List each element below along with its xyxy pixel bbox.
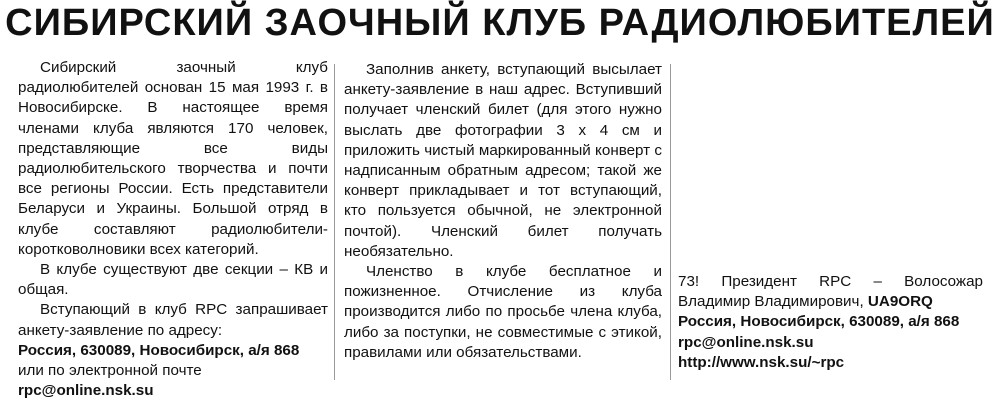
paragraph-application: Заполнив анкету, вступающий высылает анкету-заявление в наш адрес. Вступивший получает членский билет (для этого нужно выслать две фотографии 3 х 4 см и приложить чистый маркированный конверт с надписанным обратным адресом; такой же конверт прикладывает и тот вступающий, кто пользуется обычной, не электронной почтой). Членский билет получать необязательно. — [344, 61, 662, 260]
callsign: UA9ORQ — [867, 293, 933, 311]
signoff-text: 73! Президент RPC – Волосожар Владимир Владимирович, — [678, 273, 983, 311]
president-signoff — [678, 272, 983, 312]
paragraph-founding: Сибирский заочный клуб радиолюбителей основан 15 мая 1993 г. в Новосибирске. В настоящее время членами клуба являются 170 человек, представляющие все виды радиолюбительского творчества и почти все регионы России. Есть представители Беларуси и Украины. Большой отряд в клубе составляют радиолюбители-коротковолновики всех категорий. — [18, 59, 328, 258]
paragraph-joining: Вступающий в клуб RPC запрашивает анкету-заявление по адресу: — [18, 301, 328, 339]
article-title: СИБИРСКИЙ ЗАОЧНЫЙ КЛУБ РАДИОЛЮБИТЕЛЕЙ — [5, 2, 995, 44]
postal-address: Россия, Новосибирск, 630089, а/я 868 — [678, 313, 960, 331]
paragraph-sections: В клубе существуют две секции – КВ и общая. — [18, 261, 328, 299]
website-url: http://www.nsk.su/~rpc — [678, 353, 845, 371]
column-divider — [670, 64, 671, 380]
postal-address: Россия, 630089, Новосибирск, а/я 868 — [18, 341, 300, 359]
column-3 — [678, 272, 983, 373]
email-lead-text: или по электронной почте — [18, 362, 202, 380]
column-2 — [344, 60, 662, 363]
column-divider — [334, 64, 335, 380]
email-address: rpc@online.nsk.su — [678, 333, 814, 351]
email-address: rpc@online.nsk.su — [18, 382, 154, 400]
column-1 — [18, 58, 328, 401]
paragraph-membership: Членство в клубе бесплатное и пожизненное. Отчисление из клуба производится либо по просьбе члена клуба, либо за поступки, не совместимые с этикой, правилами или обязательствами. — [344, 263, 662, 361]
